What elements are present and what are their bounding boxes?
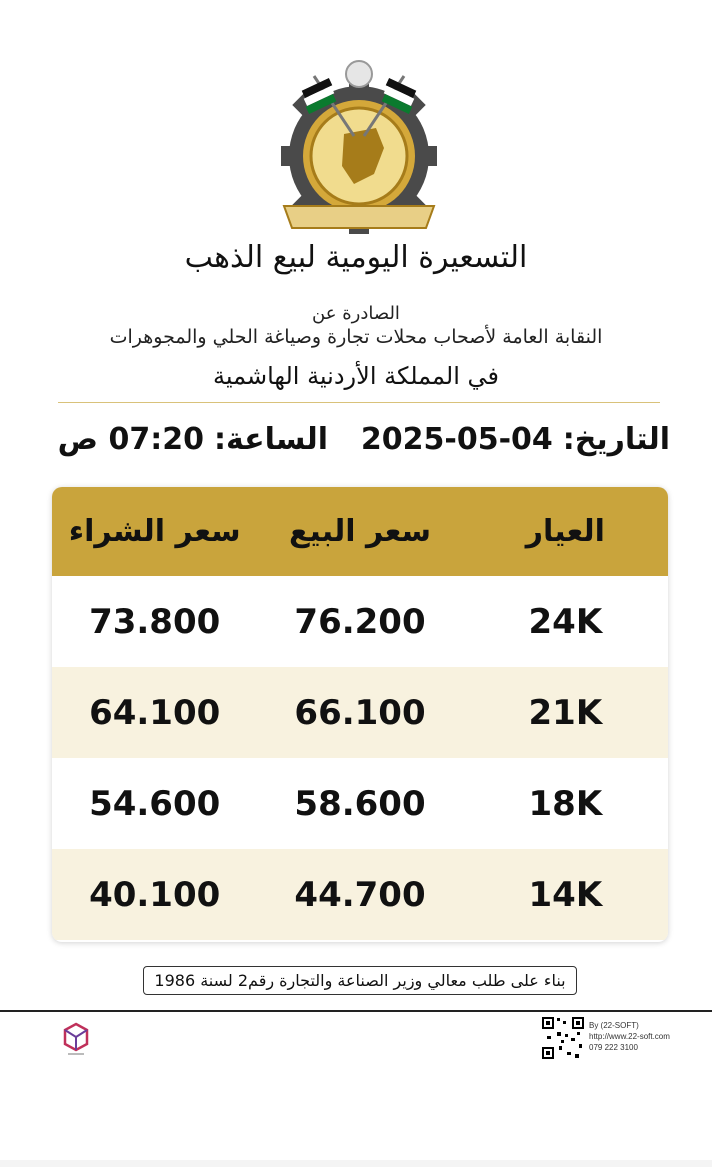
sell-price-cell: 66.100 xyxy=(294,692,426,733)
credit-url: http://www.22-soft.com xyxy=(589,1032,670,1041)
buy-price-cell: 40.100 xyxy=(89,874,221,915)
karat-cell: 14K xyxy=(528,874,603,915)
credit-phone: 079 222 3100 xyxy=(589,1043,638,1052)
sell-price-cell: 58.600 xyxy=(294,783,426,824)
table-row xyxy=(52,849,668,940)
syndicate-name: النقابة العامة لأصحاب محلات تجارة وصياغة الحلي والمجوهرات xyxy=(109,326,603,348)
developer-credit xyxy=(589,1020,670,1053)
buy-price-cell: 64.100 xyxy=(89,692,221,733)
header-divider xyxy=(58,402,660,403)
time-row xyxy=(58,422,328,470)
header-sell: سعر البيع xyxy=(288,514,432,549)
ministry-note: بناء على طلب معالي وزير الصناعة والتجارة رقم2 لسنة 1986 xyxy=(143,966,577,995)
table-row xyxy=(52,667,668,758)
date-row xyxy=(360,422,670,470)
sell-price-cell: 44.700 xyxy=(294,874,426,915)
page-title: التسعيرة اليومية لبيع الذهب xyxy=(184,240,528,275)
issued-by-text: الصادرة عن xyxy=(312,303,400,324)
price-table xyxy=(52,487,668,942)
karat-cell: 18K xyxy=(528,783,603,824)
karat-cell: 21K xyxy=(528,692,603,733)
buy-price-cell: 54.600 xyxy=(89,783,221,824)
bottom-strip xyxy=(0,1160,712,1167)
22-soft-logo-icon xyxy=(62,1022,90,1058)
table-row xyxy=(52,758,668,849)
credit-by: By (22-SOFT) xyxy=(589,1021,639,1030)
buy-price-cell: 73.800 xyxy=(89,601,221,642)
table-row xyxy=(52,576,668,667)
footer-divider xyxy=(0,1010,712,1012)
header-buy: سعر الشراء xyxy=(68,514,241,549)
table-header xyxy=(52,487,668,576)
qr-code-icon xyxy=(541,1016,585,1060)
date-value: 04-05-2025 xyxy=(360,422,553,457)
karat-cell: 24K xyxy=(528,601,603,642)
sell-price-cell: 76.200 xyxy=(294,601,426,642)
date-label: التاريخ: xyxy=(562,422,670,457)
syndicate-emblem xyxy=(274,56,444,246)
time-value: 07:20 ص xyxy=(57,422,204,457)
kingdom-text: في المملكة الأردنية الهاشمية xyxy=(212,362,500,390)
header-karat: العيار xyxy=(525,514,605,549)
time-label: الساعة: xyxy=(213,422,328,457)
